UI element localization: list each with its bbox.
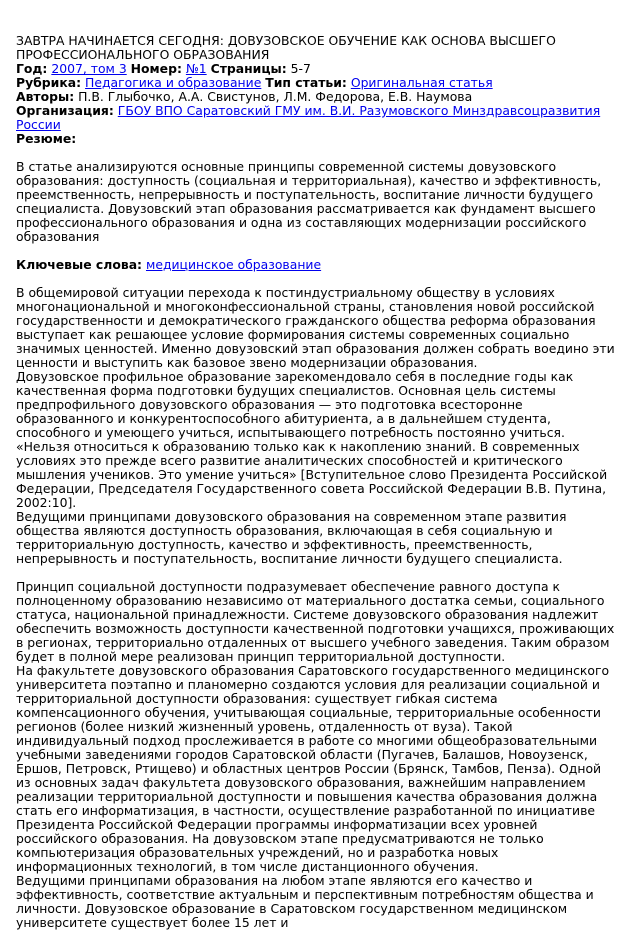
year-volume-link[interactable]: 2007, том 3 [51,61,127,76]
pages-value: 5-7 [290,61,311,76]
body-paragraph-3: Ведущими принципами довузовского образования на современном этапе развития общества являются доступность образования, включающая в себя социальную и территориальную доступность, качество и эффективность, преемственность, непрерывность и поступательность, воспитание личности будущего специалиста. [16,509,567,566]
keywords-label: Ключевые слова: [16,257,143,272]
meta-summary-line [16,132,618,146]
year-label: Год: [16,61,48,76]
article-type-link[interactable]: Оригинальная статья [350,75,493,90]
meta-year-line [16,62,618,76]
meta-authors-line [16,90,618,104]
keyword-link[interactable]: медицинское образование [145,257,322,272]
keywords-line [16,258,618,272]
body-paragraph-2: Довузовское профильное образование зарекомендовало себя в последние годы как качественная форма подготовки будущих специалистов. Основная цель системы предпрофильного довузовского образования — это подготовка всесторонне образованного и конкурентоспособного абитуриента, а в дальнейшем студента, способного и умеющего учиться, испытывающего потребность постоянно учиться. «Нельзя относиться к образованию только как к накоплению знаний. В современных условиях это прежде всего развитие аналитических способностей и критического мышления учеников. Это умение учиться» [Вступительное слово Президента Российской Федерации, Председателя Государственного совета Российской Федерации В.В. Путина, 2002:10]. [16,369,608,510]
rubric-label: Рубрика: [16,75,82,90]
abstract-text: В статье анализируются основные принципы современной системы довузовского образования: доступность (социальная и территориальная), качество и эффективность, преемственность, непрерывность и поступательность, воспитание личности будущего специалиста. Довузовский этап образования рассматривается как фундамент высшего профессионального образования и одна из составляющих модернизации российского образования [16,159,602,244]
body-paragraph-4: Принцип социальной доступности подразумевает обеспечение равного доступа к полноценному образованию независимо от материального достатка семьи, социального статуса, национальной принадлежности. Системе довузовского образования надлежит обеспечить возможность доступности качественной подготовки учащихся, проживающих в регионах, территориально отдаленных от высшего учебного заведения. Таким образом будет в полной мере реализован принцип территориальной доступности. [16,579,615,664]
authors-label: Авторы: [16,89,75,104]
summary-label: Резюме: [16,131,77,146]
organization-link[interactable]: ГБОУ ВПО Саратовский ГМУ им. В.И. Разумовского Минздравсоцразвития России [16,103,601,132]
body-paragraph-1: В общемировой ситуации перехода к постиндустриальному обществу в условиях многонациональной и многоконфессиональной страны, становления новой российской государственности и демократического гражданского общества реформа образования выступает как решающее условие формирования системы современных социально значимых ценностей. Именно довузовский этап образования должен собрать воедино эти ценности и выступить как базовое звено модернизации образования. [16,285,615,370]
body-paragraph-5: На факультете довузовского образования Саратовского государственного медицинского университета поэтапно и планомерно создаются условия для реализации социальной и территориальной доступности образования: существует гибкая система компенсационного обучения, учитывающая социальные, территориальные особенности регионов (более низкий жизненный уровень, отдаленность от вуза). Такой индивидуальный подход прослеживается в работе со многими общеобразовательными учебными заведениями городов Саратовской области (Пугачев, Балашов, Новоузенск, Ершов, Петровск, Ртищево) и областных центров России (Брянск, Тамбов, Пенза). Одной из основных задач факультета довузовского образования, важнейшим направлением реализации территориальной доступности и повышения качества образования должна стать его информатизация, в частности, осуществление разработанной по инициативе Президента Российской Федерации программы информатизации всех уровней российского образования. На довузовском этапе предусматриваются не только компьютеризация образовательных учреждений, но и разработка новых информационных технологий, в том числе дистанционного обучения. [16,663,610,874]
meta-org-line [16,104,618,132]
org-label: Организация: [16,103,114,118]
article-body [16,286,618,930]
meta-rubric-line [16,76,618,90]
article-header [16,34,618,146]
authors-value: П.В. Глыбочко, А.А. Свистунов, Л.М. Федорова, Е.В. Наумова [78,89,473,104]
number-label: Номер: [130,61,182,76]
pages-label: Страницы: [210,61,287,76]
type-label: Тип статьи: [265,75,347,90]
issue-number-link[interactable]: №1 [185,61,207,76]
body-paragraph-6: Ведущими принципами образования на любом этапе являются его качество и эффективность, соответствие актуальным и перспективным потребностям общества и личности. Довузовское образование в Саратовском государственном медицинском университете существует более 15 лет и [16,873,594,930]
paragraph-gap [16,566,618,580]
article-title: ЗАВТРА НАЧИНАЕТСЯ СЕГОДНЯ: ДОВУЗОВСКОЕ ОБУЧЕНИЕ КАК ОСНОВА ВЫСШЕГО ПРОФЕССИОНАЛЬНОГО ОБРАЗОВАНИЯ [16,33,556,62]
rubric-link[interactable]: Педагогика и образование [85,75,262,90]
